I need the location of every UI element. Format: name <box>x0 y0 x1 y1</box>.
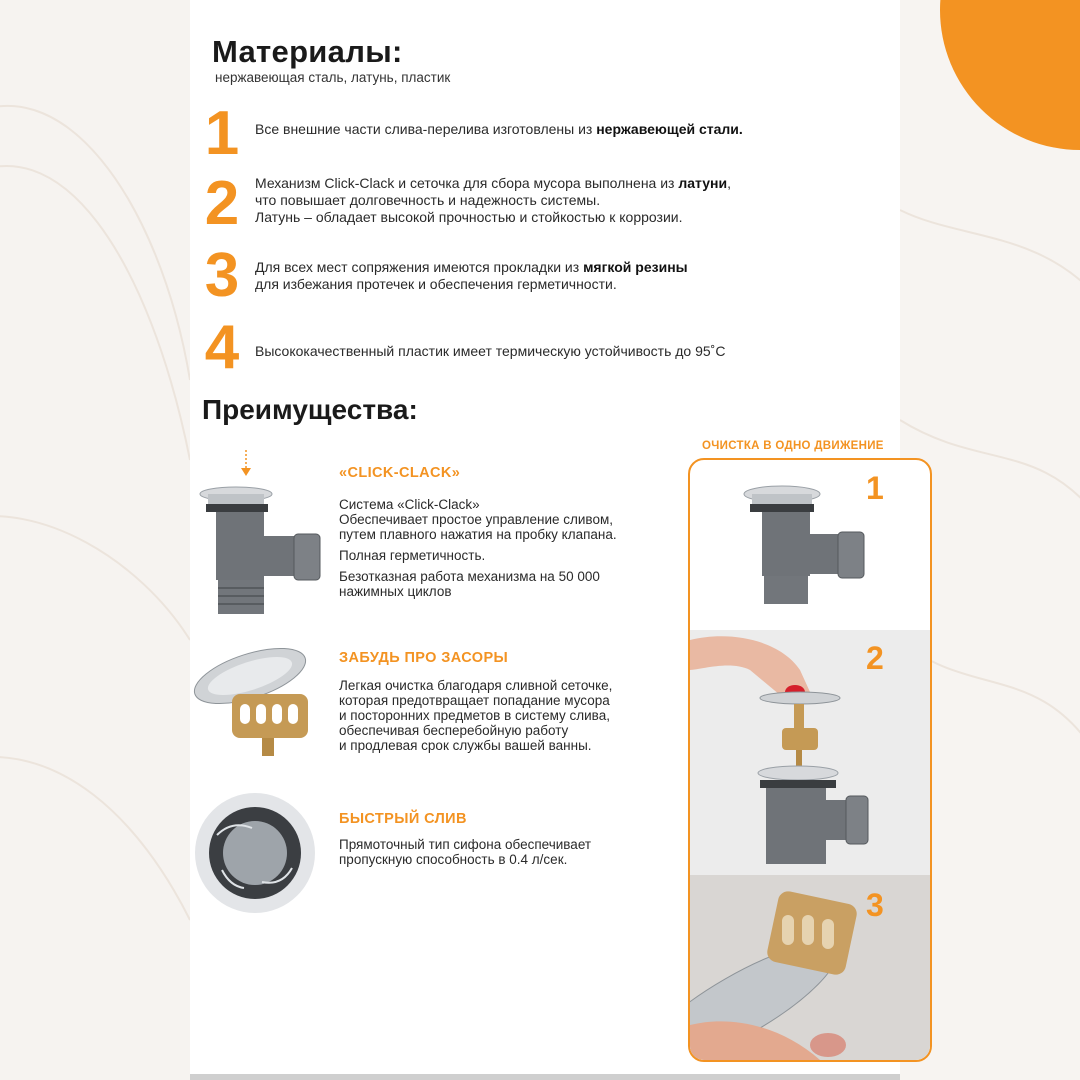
item-2-after: , <box>727 175 731 191</box>
item-3-line-2: для избежания протечек и обеспечения герметичности. <box>255 276 617 292</box>
item-number-2: 2 <box>204 169 240 238</box>
step-1-siphon-image <box>740 480 870 610</box>
item-2-line-3: Латунь – обладает высокой прочностью и стойкостью к коррозии. <box>255 209 683 225</box>
feature-1-paragraph-2: Полная герметичность. <box>339 548 486 563</box>
material-item-2 <box>255 175 731 226</box>
advantages-title: Преимущества: <box>202 394 418 425</box>
material-item-4 <box>255 343 725 360</box>
item-2-bold: латуни <box>678 175 728 191</box>
feature-2-paragraph-1: Легкая очистка благодаря сливной сеточке, которая предотвращает попадание мусора и посторонних предметов в систему слива, обеспечивая бесперебойную работу и продлевая срок службы вашей ванны. <box>339 678 613 753</box>
feature-1-paragraph-1: Система «Click-Clack» Обеспечивает простое управление сливом, путем плавного нажатия на пробку клапана. <box>339 497 617 542</box>
strainer-image <box>190 636 325 761</box>
feature-text-no-clogs <box>339 678 612 759</box>
feature-1-paragraph-3: Безотказная работа механизма на 50 000 нажимных циклов <box>339 569 600 599</box>
feature-text-click-clack <box>339 497 617 605</box>
feature-3-paragraph-1: Прямоточный тип сифона обеспечивает пропускную способность в 0.4 л/сек. <box>339 837 592 867</box>
materials-title: Материалы: <box>212 34 403 69</box>
item-3-bold: мягкой резины <box>583 259 688 275</box>
materials-subtitle: нержавеющая сталь, латунь, пластик <box>215 70 451 85</box>
feature-text-fast-drain <box>339 837 591 873</box>
siphon-image <box>196 446 326 621</box>
water-drain-image <box>192 790 322 920</box>
step-number-1: 1 <box>866 470 884 506</box>
bottom-divider <box>190 1074 900 1080</box>
feature-title-click-clack: «CLICK-CLACK» <box>339 465 461 481</box>
item-3-line-1: Для всех мест сопряжения имеются прокладки из <box>255 259 584 275</box>
step-3-panel <box>690 875 930 1060</box>
step-number-2: 2 <box>866 640 884 676</box>
item-2-line-2: что повышает долговечность и надежность системы. <box>255 192 601 208</box>
step-2-hand-image <box>690 630 930 875</box>
item-number-3: 3 <box>204 241 240 310</box>
cleaning-steps-frame <box>688 458 932 1062</box>
feature-title-fast-drain: БЫСТРЫЙ СЛИВ <box>339 811 467 827</box>
feature-title-no-clogs: ЗАБУДЬ ПРО ЗАСОРЫ <box>339 650 509 666</box>
item-1-line-text: Все внешние части слива-перелива изготовлены из <box>255 121 597 137</box>
item-1-bold: нержавеющей стали. <box>596 121 743 137</box>
step-3-strainer-image <box>690 875 930 1060</box>
step-2-panel <box>690 630 930 875</box>
item-4-line-1: Высококачественный пластик имеет термическую устойчивость до 95˚С <box>255 343 726 359</box>
item-2-line-1: Механизм Click-Clack и сеточка для сбора мусора выполнена из <box>255 175 679 191</box>
item-number-4: 4 <box>204 313 240 382</box>
cleaning-title: ОЧИСТКА В ОДНО ДВИЖЕНИЕ <box>702 440 884 452</box>
material-item-3 <box>255 259 688 293</box>
item-number-1: 1 <box>204 99 240 168</box>
material-item-1 <box>255 121 743 138</box>
step-number-3: 3 <box>866 887 884 923</box>
